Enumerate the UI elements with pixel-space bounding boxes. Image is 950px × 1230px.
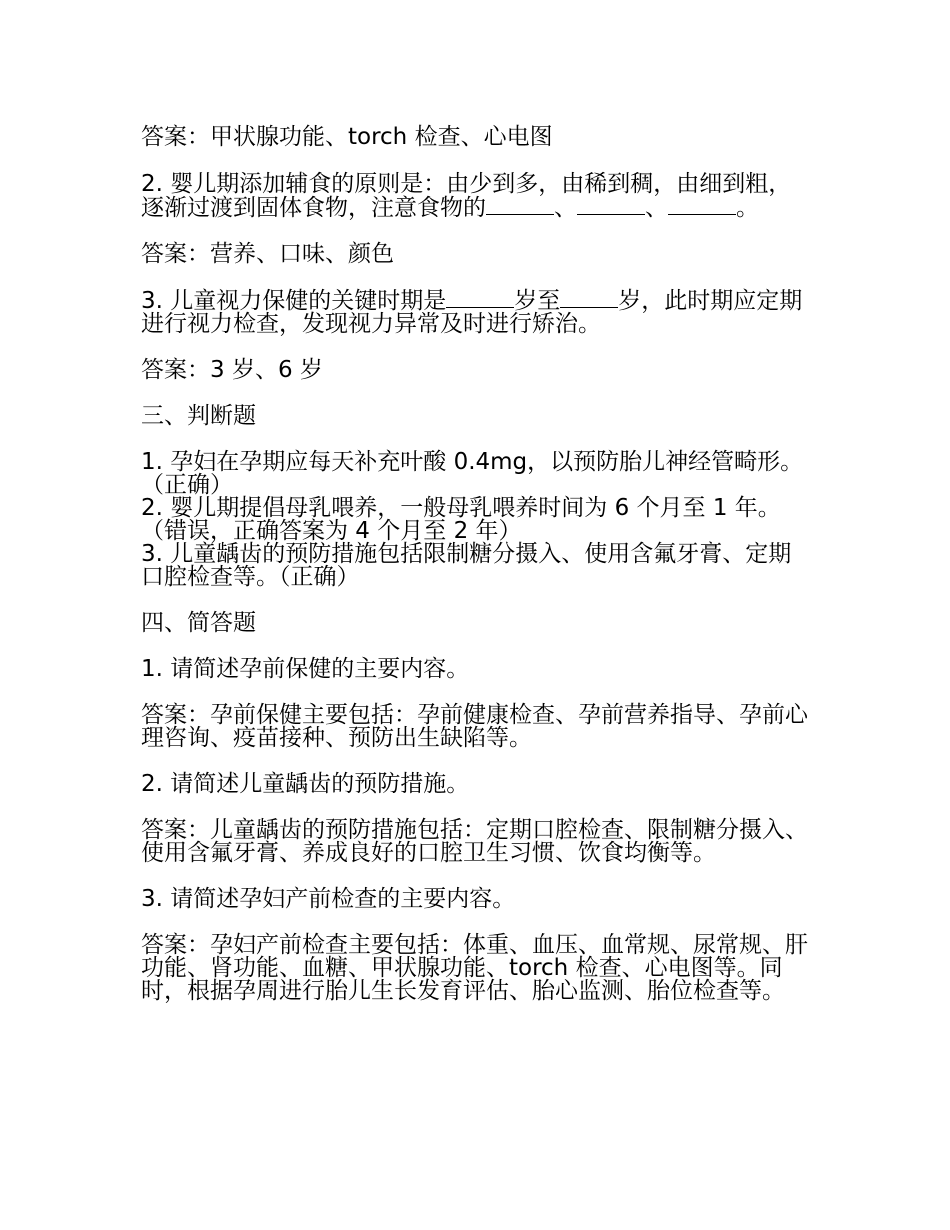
short-answer-question-2: 2. 请简述儿童龋齿的预防措施。 — [141, 771, 470, 797]
question-text: 岁至 — [514, 288, 561, 314]
short-answer-question-1: 1. 请简述孕前保健的主要内容。 — [141, 656, 470, 682]
fill-question-3 — [141, 289, 813, 336]
blank-line — [560, 289, 618, 308]
fill-question-2 — [141, 173, 813, 220]
short-answer-answer-3: 答案：孕妇产前检查主要包括：体重、血压、血常规、尿常规、肝功能、肾功能、血糖、甲状腺功能、torch 检查、心电图等。同时，根据孕周进行胎儿生长发育评估、胎心监测、胎位检查等。 — [141, 932, 808, 1004]
true-false-item-2: 2. 婴儿期提倡母乳喂养，一般母乳喂养时间为 6 个月至 1 年。（错误，正确答案为 4 个月至 2 年） — [141, 495, 781, 544]
blank-line — [668, 196, 736, 215]
separator: 、 — [645, 195, 668, 221]
blank-line — [446, 289, 514, 308]
section-title-true-false: 三、判断题 — [141, 403, 256, 429]
true-false-item-3: 3. 儿童龋齿的预防措施包括限制糖分摄入、使用含氟牙膏、定期口腔检查等。（正确） — [141, 541, 792, 590]
question-text: 2. 婴儿期添加辅食的原则是：由少到多，由稀到稠，由细到粗，逐渐过渡到固体食物，注意食物的 — [141, 171, 792, 221]
section-title-short-answer: 四、简答题 — [141, 610, 256, 636]
true-false-item-1: 1. 孕妇在孕期应每天补充叶酸 0.4mg，以预防胎儿神经管畸形。（正确） — [141, 449, 804, 498]
fill-answer-3: 答案：3 岁、6 岁 — [141, 357, 323, 383]
fill-answer-2: 答案：营养、口味、颜色 — [141, 241, 394, 267]
document-page — [141, 126, 813, 1003]
question-text: 岁，此时期应定期进行视力检查，发现视力异常及时进行矫治。 — [141, 288, 803, 337]
blank-line — [486, 196, 554, 215]
short-answer-question-3: 3. 请简述孕妇产前检查的主要内容。 — [141, 886, 516, 912]
separator: 、 — [554, 195, 577, 221]
short-answer-answer-2: 答案：儿童龋齿的预防措施包括：定期口腔检查、限制糖分摄入、使用含氟牙膏、养成良好的口腔卫生习惯、饮食均衡等。 — [141, 817, 808, 866]
period: 。 — [736, 195, 759, 221]
question-text: 3. 儿童视力保健的关键时期是 — [141, 288, 447, 314]
blank-line — [577, 196, 645, 215]
short-answer-answer-1: 答案：孕前保健主要包括：孕前健康检查、孕前营养指导、孕前心理咨询、疫苗接种、预防出生缺陷等。 — [141, 702, 808, 751]
answer-line: 答案：甲状腺功能、torch 检查、心电图 — [141, 124, 553, 150]
